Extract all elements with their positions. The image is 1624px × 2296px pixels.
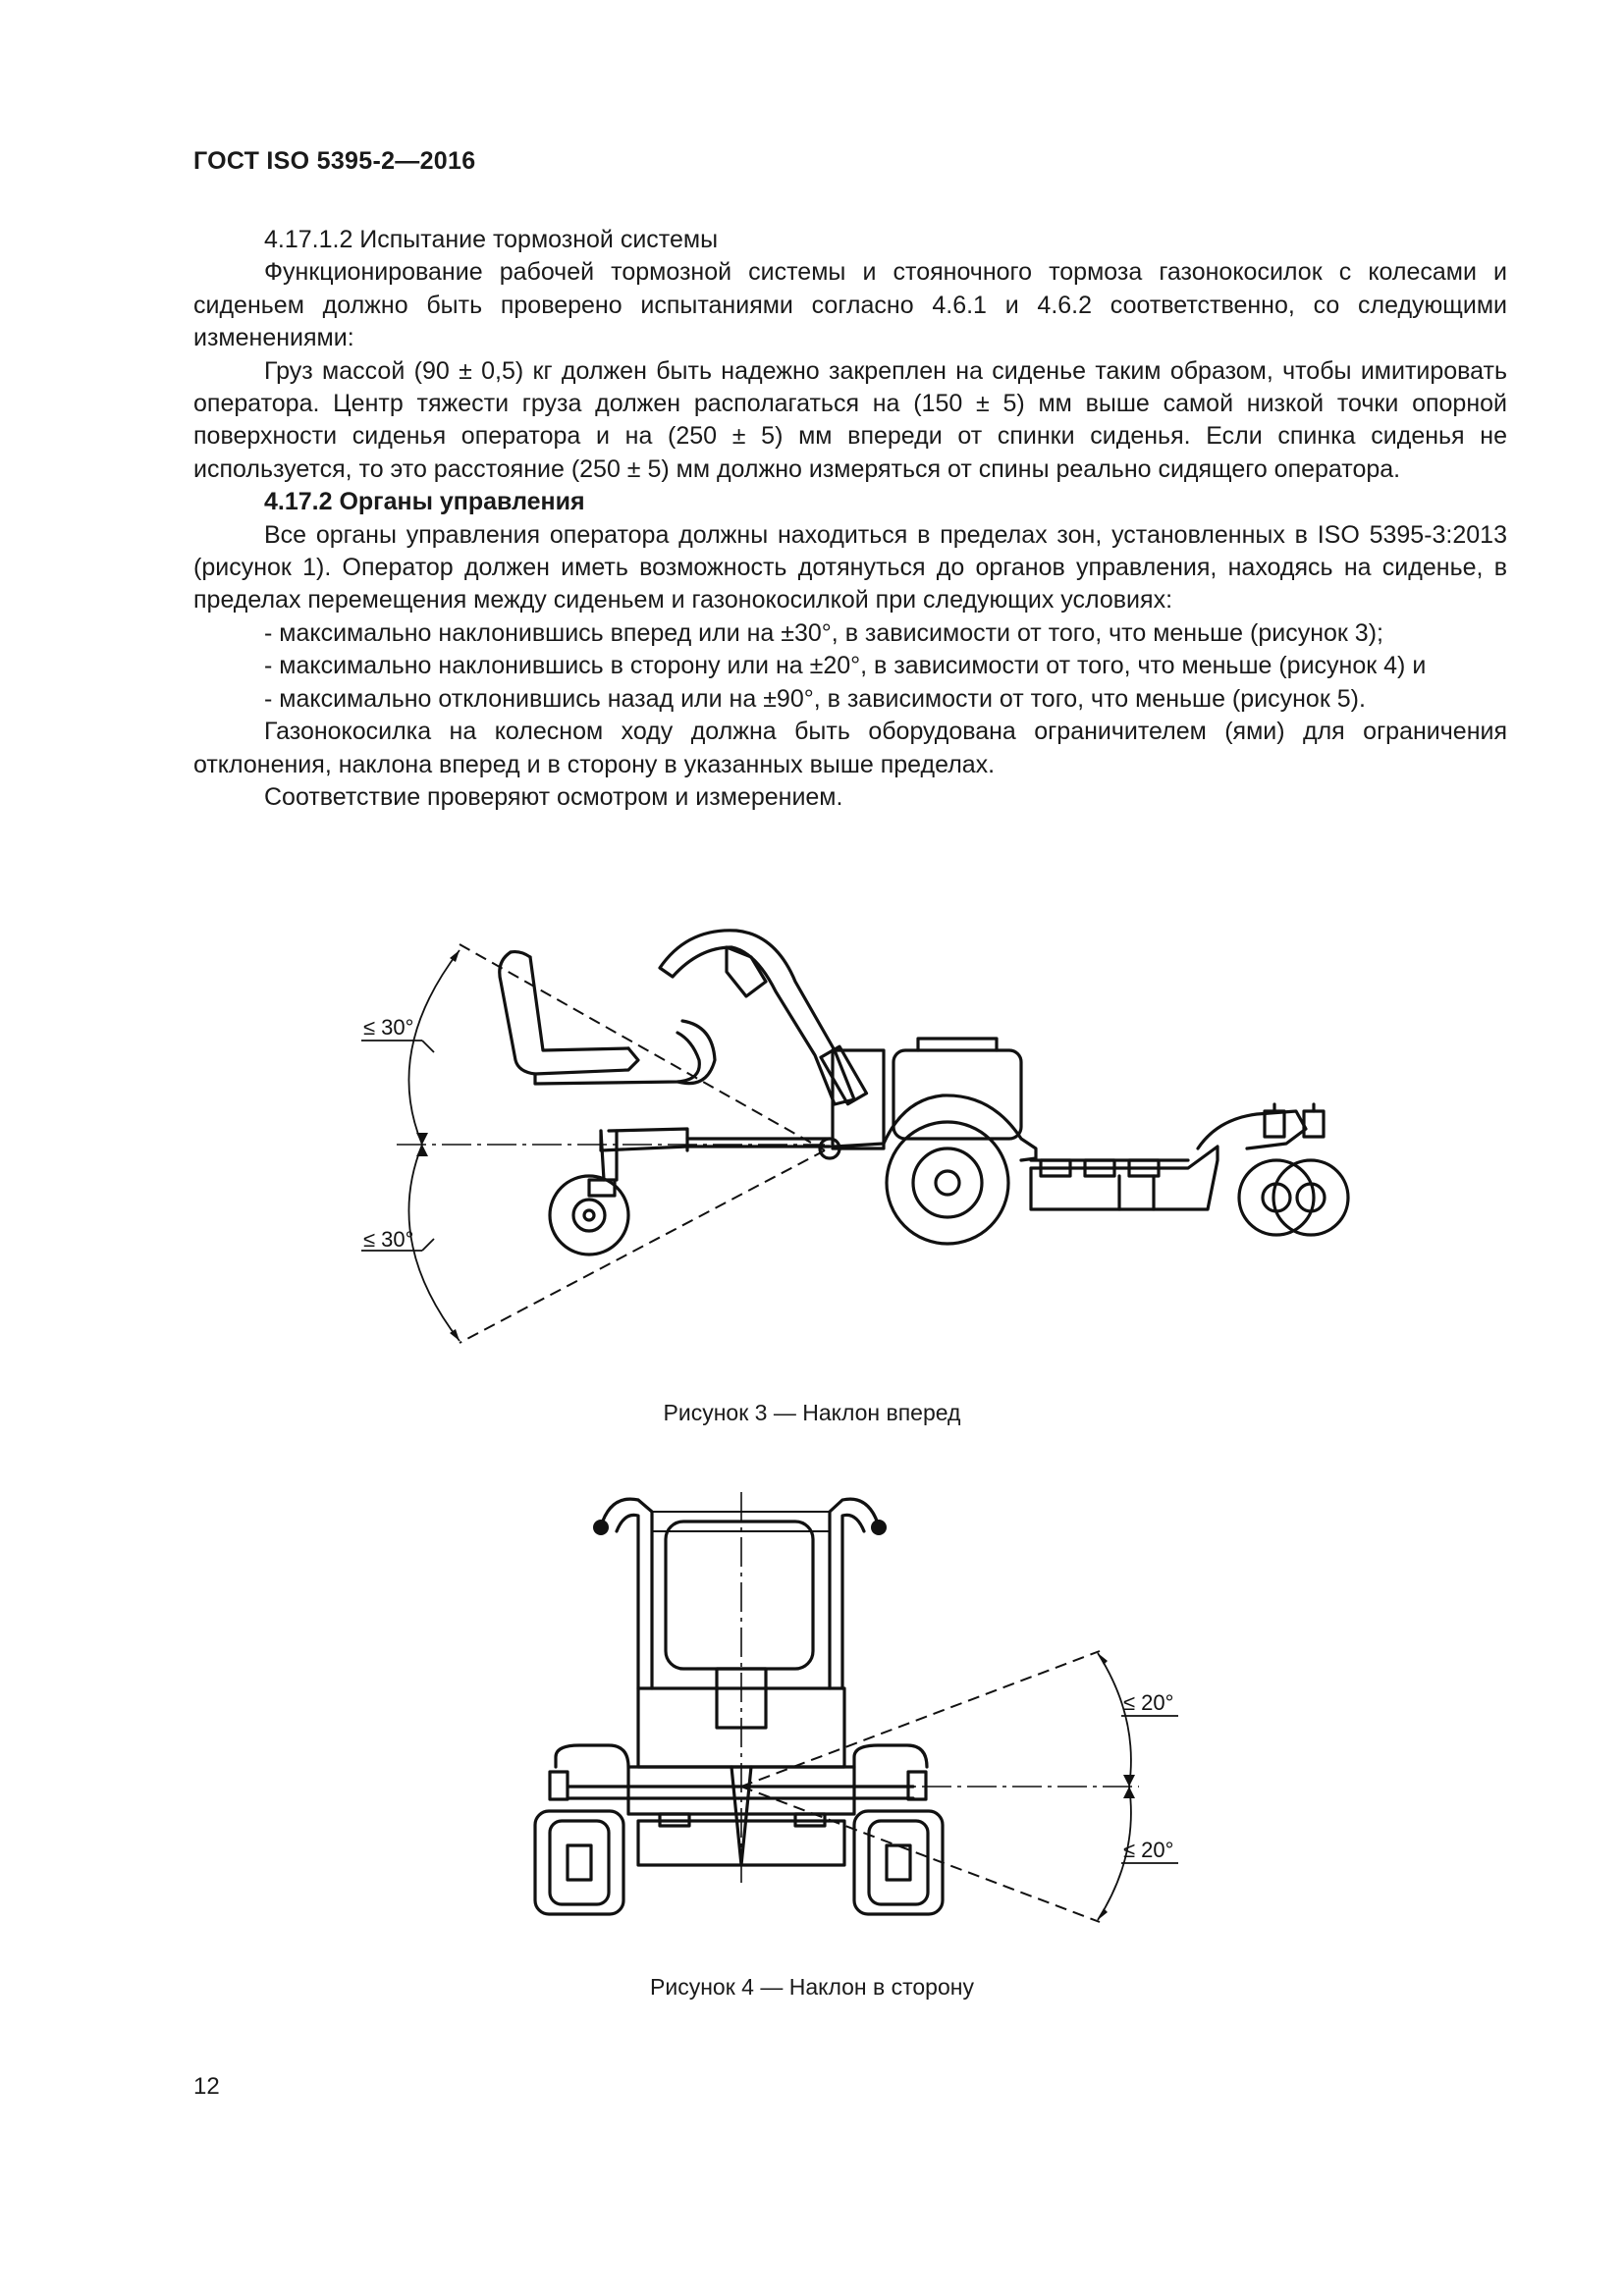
list-item-forward: - максимально наклонившись вперед или на ±30°, в зависимости от того, что меньше (рисунок 3); [264, 618, 1383, 647]
section-heading-controls: 4.17.2 Органы управления [264, 488, 585, 516]
figure-4-caption: Рисунок 4 — Наклон в сторону [650, 1974, 974, 2000]
list-item-side: - максимально наклонившись в сторону или на ±20°, в зависимости от того, что меньше (рисунок 4) и [264, 652, 1427, 680]
fig3-angle-upper-label: ≤ 30° [363, 1015, 414, 1040]
paragraph-brake-title: 4.17.1.2 Испытание тормозной системы [264, 226, 719, 253]
fig3-angle-lower-label: ≤ 30° [363, 1227, 414, 1252]
paragraph-controls: Все органы управления оператора должны находиться в пределах зон, установленных в ISO 5395-3:2013 (рисунок 1). Оператор должен иметь возможность дотянуться до органов управления, находясь на сиденье, в пределах перемещения между сиденьем и газонокосилкой при следующих условиях: [193, 520, 1507, 614]
page-number: 12 [193, 2073, 220, 2100]
figure-4-drawing [0, 1472, 1624, 1963]
list-item-back: - максимально отклонившись назад или на ±90°, в зависимости от того, что меньше (рисунок 5). [264, 684, 1366, 713]
paragraph-compliance: Соответствие проверяют осмотром и измерением. [264, 782, 843, 811]
body-text [193, 224, 1507, 814]
fig4-angle-upper-label: ≤ 20° [1123, 1690, 1174, 1715]
figure-3-drawing [0, 903, 1624, 1414]
document-header: ГОСТ ISO 5395-2—2016 [193, 147, 476, 175]
paragraph-load: Груз массой (90 ± 0,5) кг должен быть надежно закреплен на сиденье таким образом, чтобы имитировать оператора. Центр тяжести груза должен располагаться на (150 ± 5) мм выше самой низкой точки опорной поверхности сиденья оператора и на (250 ± 5) мм впереди от спинки сиденья. Если спинка сиденья не используется, то это расстояние (250 ± 5) мм должно измеряться от спины реально сидящего оператора. [193, 356, 1507, 483]
paragraph-limiter: Газонокосилка на колесном ходу должна быть оборудована ограничителем (ями) для ограничения отклонения, наклона вперед и в сторону в указанных выше пределах. [193, 718, 1507, 778]
fig4-angle-lower-label: ≤ 20° [1123, 1838, 1174, 1862]
paragraph-brake-test: Функционирование рабочей тормозной системы и стояночного тормоза газонокосилок с колесами и сиденьем должно быть проверено испытаниями согласно 4.6.1 и 4.6.2 соответственно, со следующими изменениями: [193, 258, 1507, 352]
figure-3-caption: Рисунок 3 — Наклон вперед [663, 1400, 961, 1425]
